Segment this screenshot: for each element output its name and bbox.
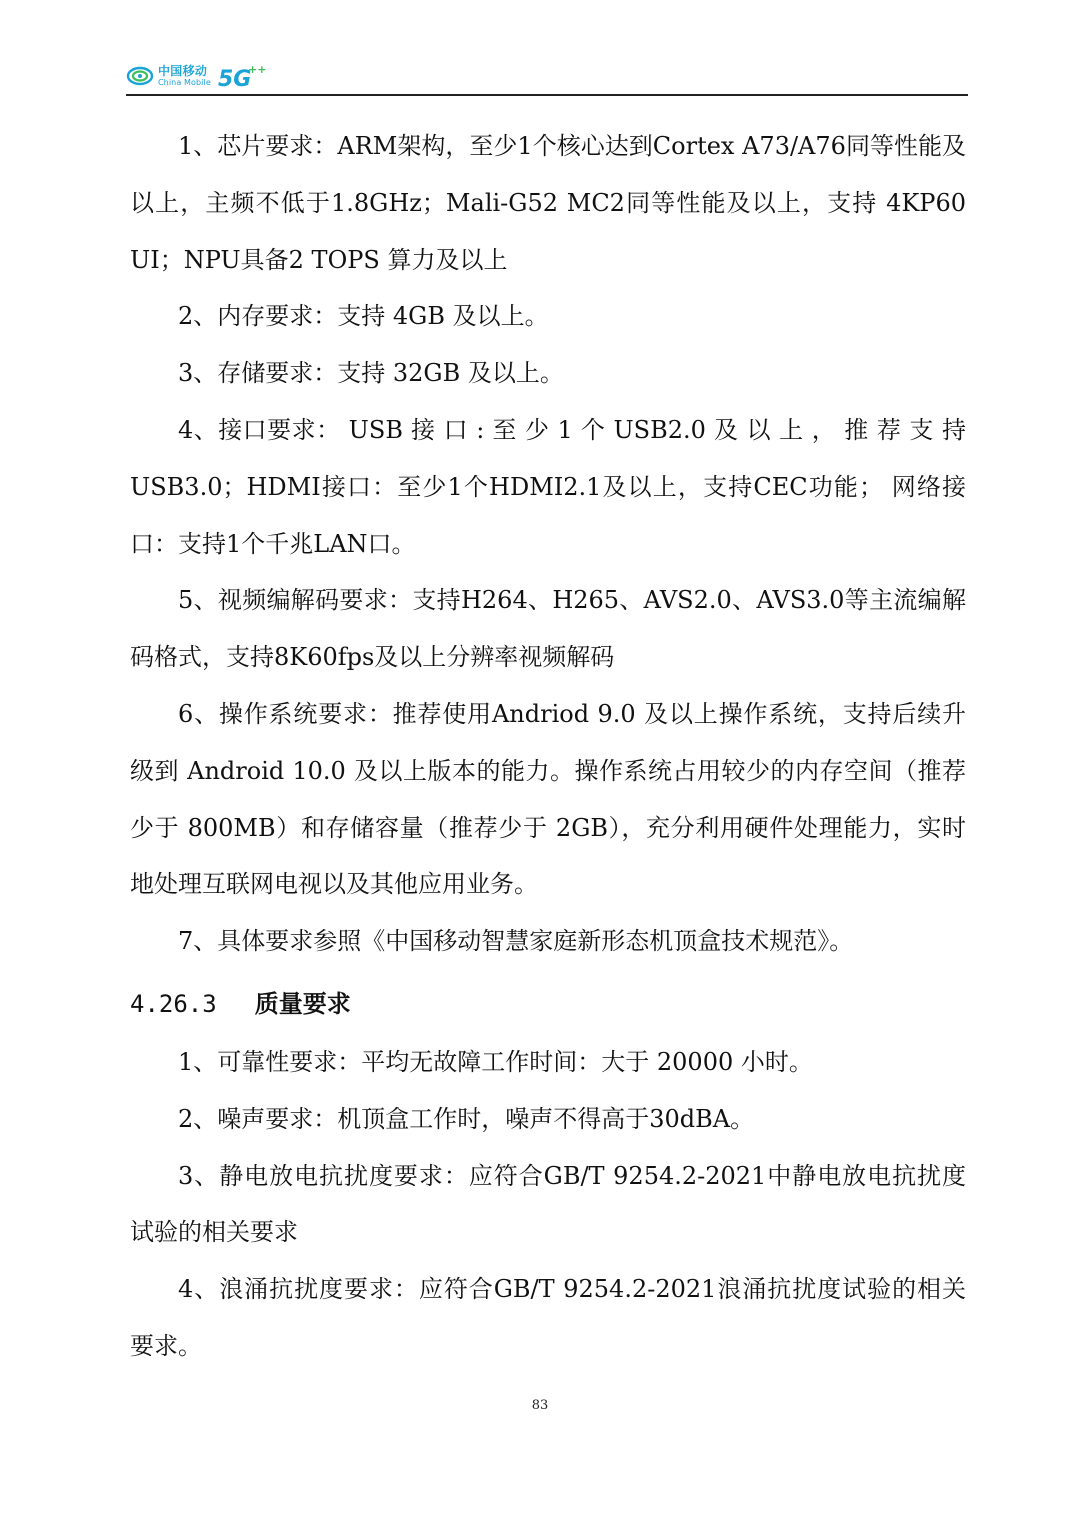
paragraph-interface-requirements: 4、接口要求： USB 接 口 : 至 少 1 个 USB2.0 及 以 上 ， 推 荐 支 持USB3.0；HDMI接口：至少1个HDMI2.1及以上，支持CEC功能； 网络接口：支持1个千兆LAN口。 [130,415,966,558]
logo-5g-text: 5G [217,67,252,92]
section-title: 质量要求 [254,989,351,1018]
paragraph-chip-requirements: 1、芯片要求：ARM架构，至少1个核心达到Cortex A73/A76同等性能及以上，主频不低于1.8GHz；Mali-G52 MC2同等性能及以上，支持 4KP60 UI；NPU具备2 TOPS 算力及以上 [130,132,966,274]
paragraph-memory-requirements: 2、内存要求：支持 4GB 及以上。 [178,302,549,331]
logo-chinese-name: 中国移动 [158,64,208,78]
paragraph-noise-requirements: 2、噪声要求：机顶盒工作时，噪声不得高于30dBA。 [178,1104,755,1133]
5g-plus-icon [217,61,267,92]
paragraph-reliability-requirements: 1、可靠性要求：平均无故障工作时间：大于 20000 小时。 [178,1047,813,1076]
logo-english-name: China Mobile [158,78,211,87]
china-mobile-logo [126,58,267,94]
paragraph-codec-requirements: 5、视频编解码要求：支持H264、H265、AVS2.0、AVS3.0等主流编解码格式，支持8K60fps及以上分辨率视频解码 [130,586,966,672]
paragraph-storage-requirements: 3、存储要求：支持 32GB 及以上。 [178,359,564,388]
paragraph-spec-reference: 7、具体要求参照《中国移动智慧家庭新形态机顶盒技术规范》。 [178,927,854,956]
page-header [126,58,968,96]
page-number: 83 [531,1398,549,1413]
svg-text:++: ++ [247,63,267,76]
section-heading-quality [130,974,966,1034]
section-number: 4.26.3 [130,989,217,1018]
china-mobile-swirl-icon [126,62,154,90]
logo-wordmark [158,65,211,87]
header-divider [126,94,968,96]
document-body [130,118,966,1375]
paragraph-surge-requirements: 4、浪涌抗扰度要求：应符合GB/T 9254.2-2021浪涌抗扰度试验的相关要求。 [130,1275,966,1360]
paragraph-os-requirements: 6、操作系统要求：推荐使用Andriod 9.0 及以上操作系统，支持后续升级到 Android 10.0 及以上版本的能力。操作系统占用较少的内存空间（推荐少于 800MB）和存储容量（推荐少于 2GB），充分利用硬件处理能力，实时地处理互联网电视以及其他应用业务。 [130,699,966,899]
paragraph-esd-requirements: 3、静电放电抗扰度要求：应符合GB/T 9254.2-2021中静电放电抗扰度试验的相关要求 [130,1161,966,1247]
